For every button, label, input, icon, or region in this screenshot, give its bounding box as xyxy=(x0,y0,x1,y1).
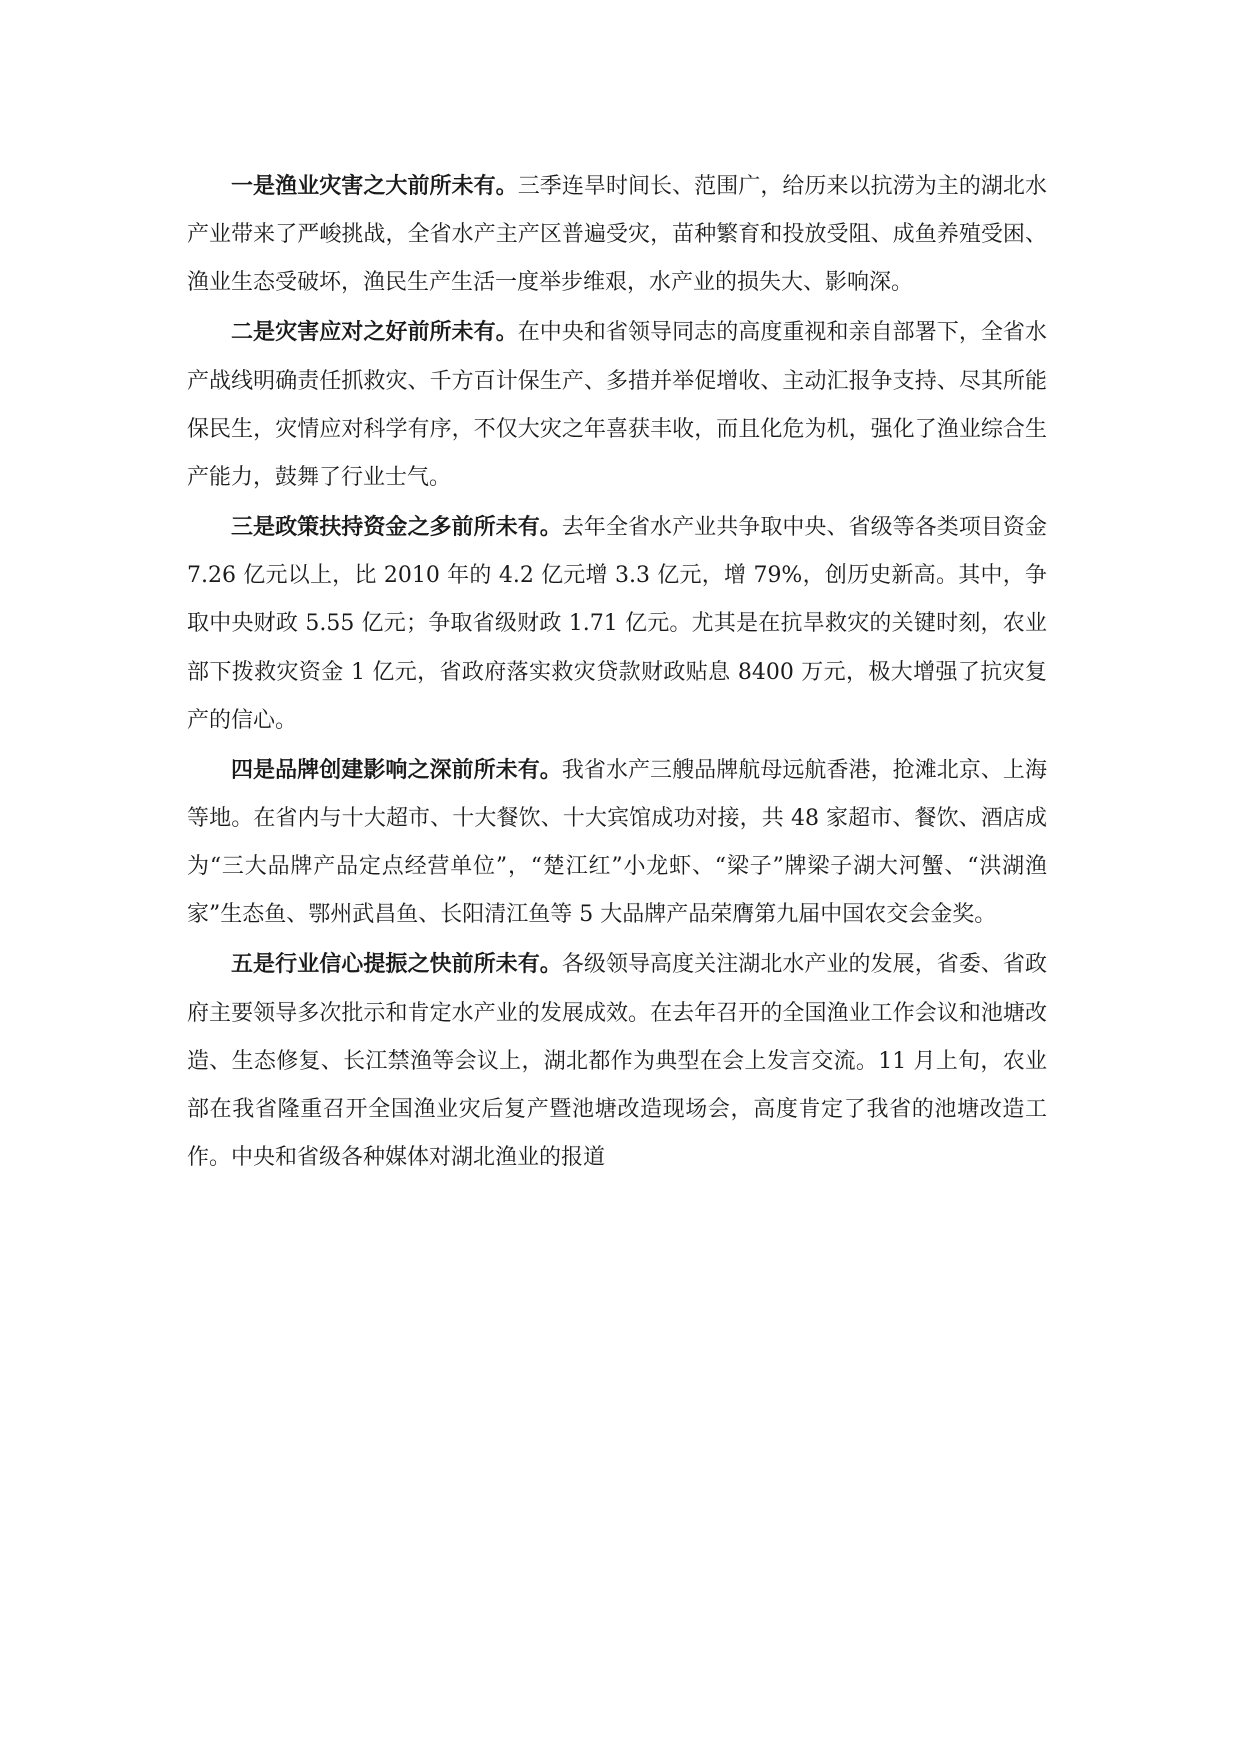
paragraph-3 xyxy=(187,503,1047,745)
paragraph-3-text: 去年全省水产业共争取中央、省级等各类项目资金 7.26 亿元以上，比 2010 年的 4.2 亿元增 3.3 亿元，增 79%，创历史新高。其中，争取中央财政 5.55 亿元；争取省级财政 1.71 亿元。尤其是在抗旱救灾的关键时刻，农业部下拨救灾资金 1 亿元，省政府落实救灾贷款财政贴息 8400 万元，极大增强了抗灾复产的信心。 xyxy=(187,515,1047,733)
paragraph-5 xyxy=(187,940,1047,1182)
paragraph-1-text: 三季连旱时间长、范围广，给历来以抗涝为主的湖北水产业带来了严峻挑战，全省水产主产区普遍受灾，苗种繁育和投放受阻、成鱼养殖受困、渔业生态受破坏，渔民生产生活一度举步维艰，水产业的损失大、影响深。 xyxy=(187,174,1047,296)
paragraph-5-heading: 五是行业信心提振之快前所未有。 xyxy=(231,951,562,978)
paragraph-5-text: 各级领导高度关注湖北水产业的发展，省委、省政府主要领导多次批示和肯定水产业的发展成效。在去年召开的全国渔业工作会议和池塘改造、生态修复、长江禁渔等会议上，湖北都作为典型在会上发言交流。11 月上旬，农业部在我省隆重召开全国渔业灾后复产暨池塘改造现场会，高度肯定了我省的池塘改造工作。中央和省级各种媒体对湖北渔业的报道 xyxy=(187,952,1047,1171)
paragraph-4 xyxy=(187,746,1047,940)
paragraph-2 xyxy=(187,308,1047,502)
paragraph-2-heading: 二是灾害应对之好前所未有。 xyxy=(231,319,518,346)
paragraph-2-text: 在中央和省领导同志的高度重视和亲自部署下，全省水产战线明确责任抓救灾、千方百计保生产、多措并举促增收、主动汇报争支持、尽其所能保民生，灾情应对科学有序，不仅大灾之年喜获丰收，而且化危为机，强化了渔业综合生产能力，鼓舞了行业士气。 xyxy=(187,320,1047,491)
paragraph-4-text: 我省水产三艘品牌航母远航香港，抢滩北京、上海等地。在省内与十大超市、十大餐饮、十大宾馆成功对接，共 48 家超市、餐饮、酒店成为“三大品牌产品定点经营单位”，“楚江红”小龙虾、“梁子”牌梁子湖大河蟹、“洪湖渔家”生态鱼、鄂州武昌鱼、长阳清江鱼等 5 大品牌产品荣膺第九届中国农交会金奖。 xyxy=(187,757,1047,928)
paragraph-4-heading: 四是品牌创建影响之深前所未有。 xyxy=(231,756,562,783)
paragraph-1-heading: 一是渔业灾害之大前所未有。 xyxy=(231,173,518,199)
paragraph-3-heading: 三是政策扶持资金之多前所未有。 xyxy=(231,514,562,541)
document-body xyxy=(187,162,1047,1182)
paragraph-1 xyxy=(187,162,1047,308)
